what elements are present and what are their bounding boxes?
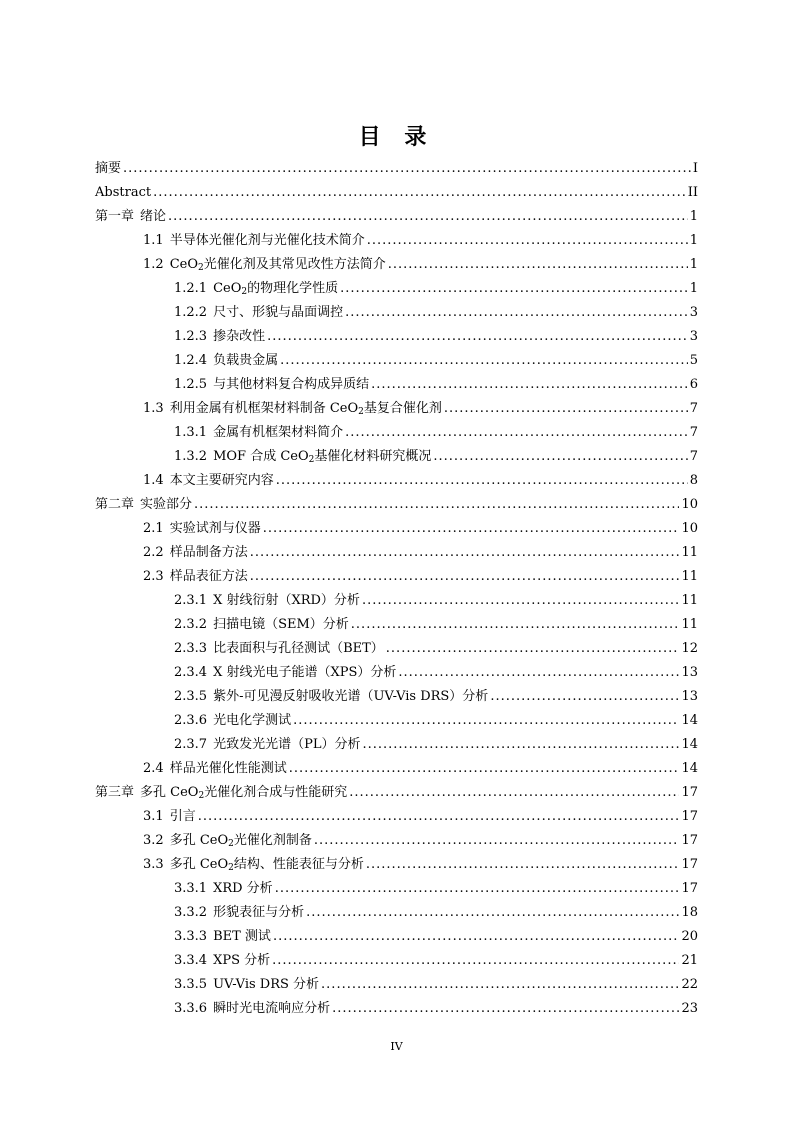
toc-entry[interactable] xyxy=(95,517,698,541)
page-title: 目 录 xyxy=(358,125,435,150)
toc-entry-number: 3.3.6 xyxy=(174,1001,208,1016)
toc-entry-number: 第三章 xyxy=(95,785,135,800)
toc-entry-title xyxy=(213,709,291,733)
toc-entry[interactable] xyxy=(95,277,698,301)
toc-entry-title xyxy=(213,445,431,469)
toc-entry-title-suffix: 光催化剂合成与性能研究 xyxy=(204,785,348,800)
toc-entry-number: 2.2 xyxy=(143,545,164,560)
toc-entry[interactable] xyxy=(95,949,698,973)
toc-dot-leader xyxy=(123,157,691,181)
toc-entry-number: 2.1 xyxy=(143,521,164,536)
toc-entry-title xyxy=(213,685,488,709)
toc-entry-number: 3.2 xyxy=(143,833,164,848)
toc-entry-title xyxy=(140,205,166,229)
toc-entry-title-text: 紫外-可见漫反射吸收光谱（UV-Vis DRS）分析 xyxy=(213,689,489,704)
toc-entry-number: 1.2 xyxy=(143,257,164,272)
toc-entry-page: 13 xyxy=(681,665,698,680)
toc-entry[interactable] xyxy=(95,253,698,277)
toc-entry-title xyxy=(170,253,386,277)
toc-entry[interactable] xyxy=(95,373,698,397)
toc-dot-leader xyxy=(345,421,688,445)
toc-entry-title xyxy=(170,757,287,781)
toc-entry-page: 6 xyxy=(689,377,698,392)
toc-entry-title-text: X 射线光电子能谱（XPS）分析 xyxy=(213,665,397,680)
toc-entry-page: 22 xyxy=(681,977,698,992)
toc-entry[interactable] xyxy=(95,397,698,421)
toc-entry-page: 10 xyxy=(681,521,698,536)
toc-entry-number: 3.3.1 xyxy=(174,881,208,896)
toc-entry-page: 7 xyxy=(689,449,698,464)
toc-dot-leader xyxy=(490,685,679,709)
toc-entry-subscript: 2 xyxy=(308,455,315,465)
toc-entry[interactable] xyxy=(95,781,698,805)
toc-entry-page: 7 xyxy=(689,401,698,416)
toc-entry-title-text: CeO xyxy=(169,257,198,272)
toc-entry-page: 21 xyxy=(681,953,698,968)
toc-entry[interactable] xyxy=(95,541,698,565)
toc-entry-number: 2.3.6 xyxy=(174,713,208,728)
toc-dot-leader xyxy=(371,373,688,397)
toc-entry-title-text: UV-Vis DRS 分析 xyxy=(213,977,320,992)
toc-entry-number: 3.3 xyxy=(143,857,164,872)
toc-entry-title xyxy=(213,661,396,685)
toc-dot-leader xyxy=(198,805,680,829)
toc-entry-title-text: 比表面积与孔径测试（BET） xyxy=(213,641,384,656)
toc-entry-number: 3.3.3 xyxy=(174,929,208,944)
toc-entry-page: 1 xyxy=(689,281,698,296)
toc-entry-title xyxy=(170,397,442,421)
toc-entry-title-text: X 射线衍射（XRD）分析 xyxy=(213,593,360,608)
toc-dot-leader xyxy=(340,277,688,301)
toc-entry-page: 11 xyxy=(681,569,698,584)
toc-entry-title xyxy=(140,781,347,805)
toc-entry-title-text: Abstract xyxy=(95,185,152,200)
toc-entry-title-text: MOF 合成 CeO xyxy=(213,449,309,464)
toc-entry-page: 17 xyxy=(681,809,698,824)
toc-entry-title xyxy=(213,589,360,613)
toc-dot-leader xyxy=(194,493,679,517)
toc-entry-number: 1.2.5 xyxy=(174,377,208,392)
toc-entry-title-text: 光电化学测试 xyxy=(213,713,292,728)
toc-entry[interactable] xyxy=(95,709,698,733)
toc-entry-title-text: 实验部分 xyxy=(140,497,193,512)
toc-entry-page: 13 xyxy=(681,689,698,704)
toc-entry-number: 1.3.1 xyxy=(174,425,208,440)
toc-entry-title xyxy=(213,877,273,901)
toc-entry-title-suffix: 基复合催化剂 xyxy=(363,401,442,416)
toc-entry-number: 1.1 xyxy=(143,233,164,248)
toc-entry-subscript: 2 xyxy=(198,263,204,273)
toc-entry-page: 3 xyxy=(689,305,698,320)
toc-dot-leader xyxy=(275,877,680,901)
toc-entry-title-suffix: 的物理化学性质 xyxy=(247,281,339,296)
toc-entry-title-text: 与其他材料复合构成异质结 xyxy=(213,377,370,392)
toc-dot-leader xyxy=(349,781,679,805)
toc-entry[interactable] xyxy=(95,733,698,757)
toc-entry-page: I xyxy=(692,161,698,176)
toc-dot-leader xyxy=(386,637,680,661)
toc-entry-number: 第一章 xyxy=(95,209,135,224)
toc-entry-title-text: 光致发光光谱（PL）分析 xyxy=(213,737,361,752)
toc-entry[interactable] xyxy=(95,637,698,661)
toc-entry-title-suffix: 光催化剂制备 xyxy=(233,833,312,848)
toc-dot-leader xyxy=(293,709,679,733)
toc-entry-title xyxy=(95,157,121,181)
toc-entry-number: 1.2.2 xyxy=(174,305,208,320)
toc-entry-page: 11 xyxy=(681,545,698,560)
toc-entry-page: 14 xyxy=(681,713,698,728)
toc-entry-title xyxy=(213,421,343,445)
toc-entry-subscript: 2 xyxy=(198,791,205,801)
table-of-contents xyxy=(95,157,698,1021)
toc-entry[interactable] xyxy=(95,877,698,901)
toc-entry-title-text: 本文主要研究内容 xyxy=(169,473,274,488)
toc-entry-title xyxy=(213,613,349,637)
toc-entry-title-text: 尺寸、形貌与晶面调控 xyxy=(213,305,344,320)
toc-entry-page: 17 xyxy=(681,833,698,848)
toc-entry-subscript: 2 xyxy=(228,863,234,873)
toc-entry[interactable] xyxy=(95,613,698,637)
toc-entry-title xyxy=(213,637,384,661)
toc-entry-title xyxy=(213,949,270,973)
toc-entry[interactable] xyxy=(95,997,698,1021)
toc-entry-page: 11 xyxy=(681,617,698,632)
toc-dot-leader xyxy=(314,829,680,853)
toc-entry-page: 17 xyxy=(681,881,698,896)
toc-entry-number: 2.3.1 xyxy=(174,593,208,608)
toc-entry-title-text: 形貌表征与分析 xyxy=(213,905,305,920)
toc-dot-leader xyxy=(362,733,679,757)
toc-dot-leader xyxy=(250,565,680,589)
toc-entry-title xyxy=(170,517,261,541)
toc-entry-number: 1.3.2 xyxy=(174,449,208,464)
toc-entry-title xyxy=(170,541,248,565)
toc-entry[interactable] xyxy=(95,493,698,517)
toc-dot-leader xyxy=(366,853,680,877)
toc-entry-number: 3.1 xyxy=(143,809,164,824)
toc-entry-title xyxy=(170,229,365,253)
toc-entry[interactable] xyxy=(95,325,698,349)
toc-entry-number: 1.2.4 xyxy=(174,353,208,368)
toc-entry[interactable] xyxy=(95,853,698,877)
toc-entry[interactable] xyxy=(95,901,698,925)
toc-entry-page: 14 xyxy=(681,737,698,752)
toc-entry-title-text: 瞬时光电流响应分析 xyxy=(213,1001,331,1016)
toc-entry-page: 17 xyxy=(681,857,698,872)
toc-entry[interactable] xyxy=(95,565,698,589)
toc-dot-leader xyxy=(433,445,687,469)
toc-dot-leader xyxy=(280,349,688,373)
toc-dot-leader xyxy=(250,541,680,565)
toc-entry-title-text: CeO xyxy=(213,281,242,296)
toc-entry-title-text: 绪论 xyxy=(140,209,167,224)
toc-entry-title-text: 样品制备方法 xyxy=(169,545,248,560)
toc-dot-leader xyxy=(332,997,679,1021)
toc-entry-number: 1.2.1 xyxy=(174,281,208,296)
toc-entry[interactable] xyxy=(95,589,698,613)
toc-entry-title-text: 多孔 CeO xyxy=(169,857,229,872)
toc-entry-subscript: 2 xyxy=(241,287,248,297)
toc-entry-number: 3.3.2 xyxy=(174,905,208,920)
toc-entry[interactable] xyxy=(95,157,698,181)
toc-entry-number: 1.2.3 xyxy=(174,329,208,344)
toc-entry[interactable] xyxy=(95,925,698,949)
toc-entry-title xyxy=(170,853,364,877)
toc-entry-number: 3.3.4 xyxy=(174,953,208,968)
toc-entry-number: 2.3.5 xyxy=(174,689,208,704)
toc-entry-number: 1.3 xyxy=(143,401,164,416)
toc-entry-title-text: 负载贵金属 xyxy=(213,353,279,368)
toc-entry-title xyxy=(213,733,360,757)
toc-entry-page: 1 xyxy=(689,233,698,248)
toc-dot-leader xyxy=(388,253,688,277)
toc-dot-leader xyxy=(276,469,688,493)
toc-entry-title-suffix: 光催化剂及其常见改性方法简介 xyxy=(203,257,386,272)
toc-entry-number: 第二章 xyxy=(95,497,135,512)
toc-entry-title-text: 掺杂改性 xyxy=(213,329,266,344)
toc-entry-title xyxy=(213,901,304,925)
toc-entry-page: 7 xyxy=(689,425,698,440)
toc-entry-title xyxy=(213,301,343,325)
toc-entry[interactable] xyxy=(95,181,698,205)
toc-dot-leader xyxy=(321,973,679,997)
toc-dot-leader xyxy=(351,613,680,637)
toc-dot-leader xyxy=(289,757,680,781)
toc-entry-title xyxy=(170,805,196,829)
toc-entry-number: 2.3.3 xyxy=(174,641,208,656)
toc-dot-leader xyxy=(362,589,680,613)
toc-entry-number: 2.3.4 xyxy=(174,665,208,680)
toc-dot-leader xyxy=(444,397,688,421)
toc-entry[interactable] xyxy=(95,805,698,829)
toc-entry-number: 2.3 xyxy=(143,569,164,584)
toc-entry-page: 1 xyxy=(689,257,698,272)
toc-entry-page: 5 xyxy=(689,353,698,368)
toc-entry-title-text: XPS 分析 xyxy=(213,953,271,968)
toc-entry-title xyxy=(170,829,312,853)
toc-entry-page: 1 xyxy=(689,209,698,224)
toc-entry-title xyxy=(213,325,265,349)
toc-entry-title-text: 引言 xyxy=(169,809,196,824)
toc-dot-leader xyxy=(367,229,688,253)
toc-entry-title-text: 多孔 CeO xyxy=(140,785,199,800)
toc-entry-title-text: 实验试剂与仪器 xyxy=(169,521,261,536)
toc-entry-page: 17 xyxy=(681,785,698,800)
toc-entry-page: II xyxy=(687,185,698,200)
toc-entry-page: 18 xyxy=(681,905,698,920)
toc-entry-number: 1.4 xyxy=(143,473,164,488)
toc-dot-leader xyxy=(273,925,680,949)
toc-entry[interactable] xyxy=(95,445,698,469)
toc-dot-leader xyxy=(345,301,688,325)
toc-entry-title-text: BET 测试 xyxy=(213,929,271,944)
toc-entry-subscript: 2 xyxy=(228,839,234,849)
toc-entry-title-text: 扫描电镜（SEM）分析 xyxy=(213,617,349,632)
toc-entry-title xyxy=(213,925,271,949)
toc-entry-title-text: 半导体光催化剂与光催化技术简介 xyxy=(169,233,365,248)
toc-entry-number: 2.4 xyxy=(143,761,164,776)
toc-entry[interactable] xyxy=(95,229,698,253)
toc-entry[interactable] xyxy=(95,205,698,229)
toc-entry-title xyxy=(213,277,338,301)
toc-entry-title xyxy=(213,997,330,1021)
toc-entry-title xyxy=(213,349,278,373)
toc-entry-title-text: 样品表征方法 xyxy=(169,569,248,584)
toc-entry[interactable] xyxy=(95,973,698,997)
toc-entry-title-text: 利用金属有机框架材料制备 CeO xyxy=(169,401,359,416)
toc-entry[interactable] xyxy=(95,685,698,709)
toc-entry-title-text: 多孔 CeO xyxy=(169,833,229,848)
toc-entry-page: 11 xyxy=(681,593,698,608)
toc-entry-title-text: 样品光催化性能测试 xyxy=(169,761,287,776)
toc-entry-number: 2.3.2 xyxy=(174,617,208,632)
toc-dot-leader xyxy=(153,181,686,205)
toc-dot-leader xyxy=(306,901,679,925)
toc-entry[interactable] xyxy=(95,349,698,373)
toc-entry-page: 12 xyxy=(681,641,698,656)
toc-entry-page: 20 xyxy=(681,929,698,944)
toc-entry[interactable] xyxy=(95,301,698,325)
toc-entry-number: 3.3.5 xyxy=(174,977,208,992)
toc-entry-title xyxy=(95,181,151,205)
toc-entry[interactable] xyxy=(95,661,698,685)
toc-entry-page: 14 xyxy=(681,761,698,776)
toc-entry-title xyxy=(170,469,274,493)
toc-dot-leader xyxy=(398,661,679,685)
toc-entry[interactable] xyxy=(95,421,698,445)
page-number-footer: IV xyxy=(390,1040,403,1053)
toc-dot-leader xyxy=(263,517,680,541)
toc-entry-title xyxy=(213,973,319,997)
toc-entry[interactable] xyxy=(95,829,698,853)
toc-entry-page: 10 xyxy=(681,497,698,512)
toc-dot-leader xyxy=(267,325,688,349)
toc-entry-page: 23 xyxy=(681,1001,698,1016)
toc-entry-title-suffix: 结构、性能表征与分析 xyxy=(233,857,364,872)
toc-entry-title-text: 金属有机框架材料简介 xyxy=(213,425,344,440)
toc-entry-subscript: 2 xyxy=(358,407,364,417)
toc-entry[interactable] xyxy=(95,757,698,781)
toc-entry-page: 8 xyxy=(689,473,698,488)
toc-entry-title-text: 摘要 xyxy=(95,161,122,176)
toc-entry-title xyxy=(213,373,369,397)
toc-entry-title xyxy=(170,565,248,589)
toc-entry-title-suffix: 基催化材料研究概况 xyxy=(314,449,432,464)
toc-dot-leader xyxy=(168,205,688,229)
toc-entry-page: 3 xyxy=(689,329,698,344)
toc-entry-number: 2.3.7 xyxy=(174,737,208,752)
toc-entry-title xyxy=(140,493,192,517)
toc-dot-leader xyxy=(272,949,679,973)
toc-entry[interactable] xyxy=(95,469,698,493)
toc-entry-title-text: XRD 分析 xyxy=(213,881,273,896)
